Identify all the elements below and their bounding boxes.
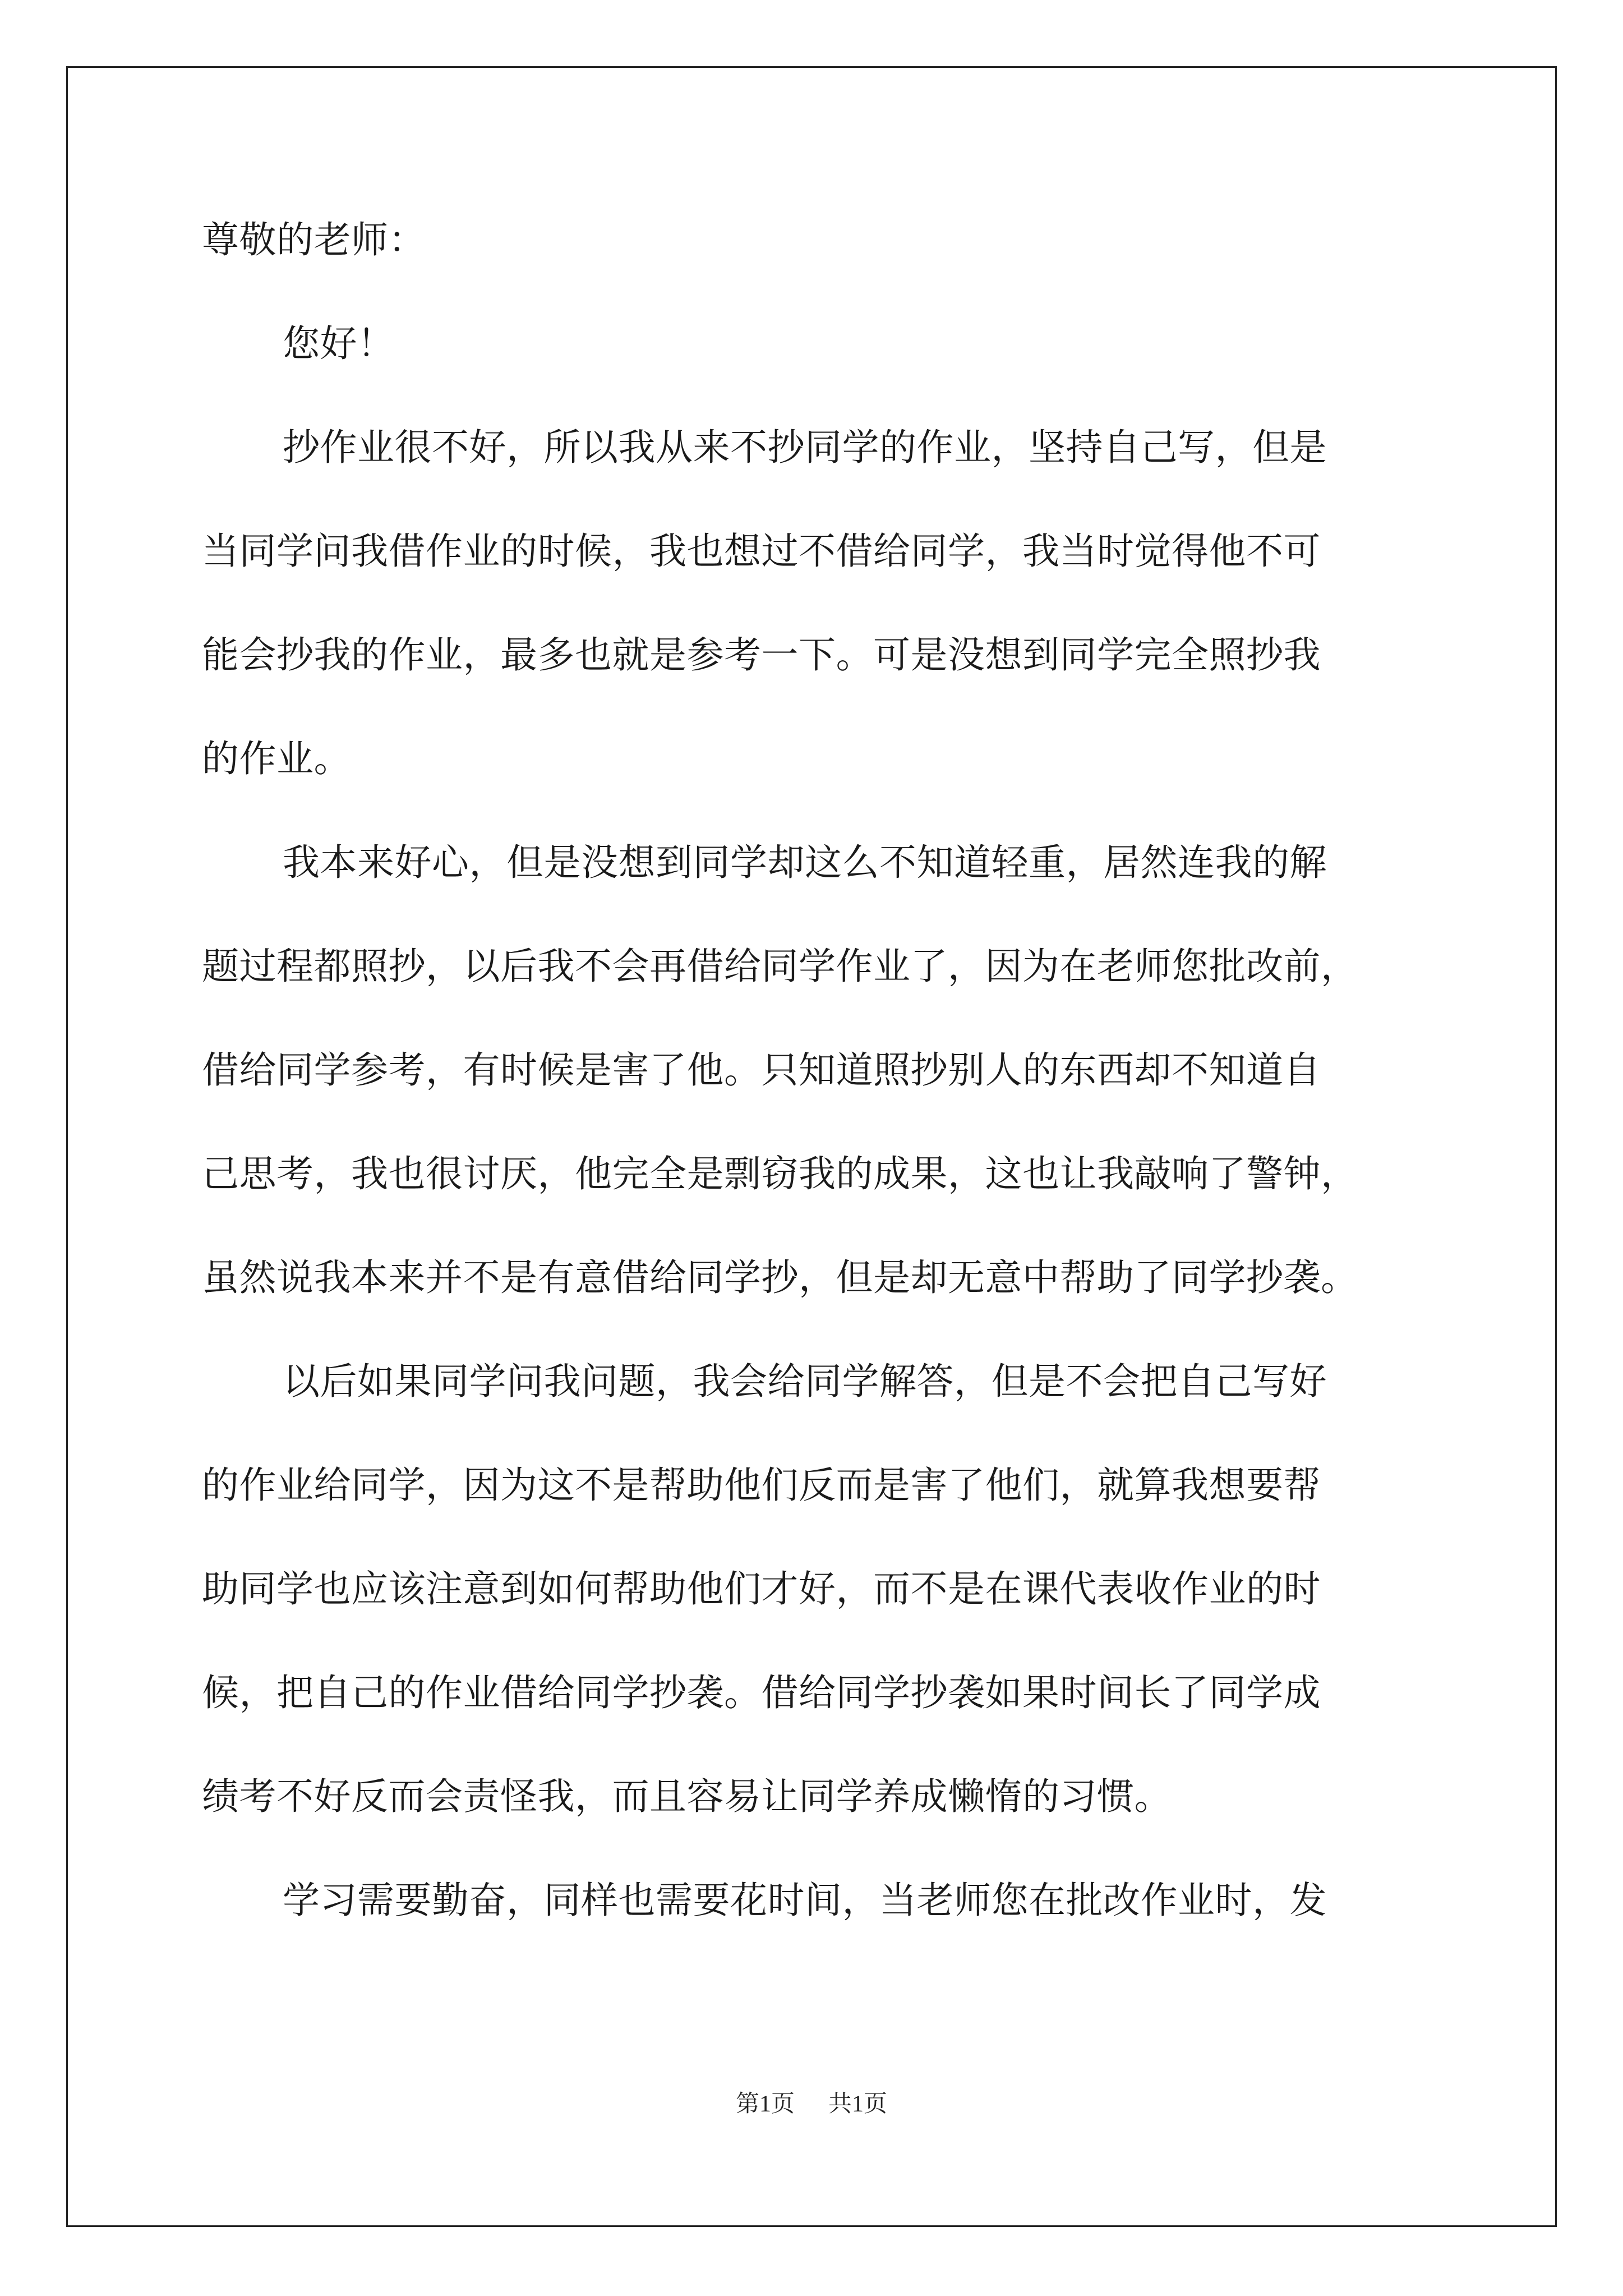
greeting: 您好！ — [283, 322, 395, 365]
paragraph-line: 的作业给同学，因为这不是帮助他们反而是害了他们，就算我想要帮 — [202, 1464, 1321, 1507]
paragraph-line: 虽然说我本来并不是有意借给同学抄，但是却无意中帮助了同学抄袭。 — [202, 1256, 1358, 1299]
paragraph-line: 我本来好心，但是没想到同学却这么不知道轻重，居然连我的解 — [283, 841, 1327, 884]
page-number: 第1页 — [735, 2091, 795, 2117]
paragraph-line: 能会抄我的作业，最多也就是参考一下。可是没想到同学完全照抄我 — [202, 633, 1321, 677]
paragraph-line: 己思考，我也很讨厌，他完全是剽窃我的成果，这也让我敲响了警钟， — [202, 1152, 1358, 1195]
salutation: 尊敬的老师： — [202, 218, 426, 261]
paragraph-line: 当同学问我借作业的时候，我也想过不借给同学，我当时觉得他不可 — [202, 530, 1321, 573]
paragraph-line: 的作业。 — [202, 737, 351, 780]
paragraph-line: 助同学也应该注意到如何帮助他们才好，而不是在课代表收作业的时 — [202, 1567, 1321, 1611]
paragraph-line: 抄作业很不好，所以我从来不抄同学的作业，坚持自己写，但是 — [283, 426, 1327, 469]
page-total: 共1页 — [828, 2091, 888, 2117]
letter-body — [202, 218, 1424, 1982]
paragraph-line: 以后如果同学问我问题，我会给同学解答，但是不会把自己写好 — [283, 1360, 1327, 1403]
paragraph-line: 题过程都照抄，以后我不会再借给同学作业了，因为在老师您批改前， — [202, 945, 1358, 988]
page-footer — [0, 2090, 1623, 2118]
paragraph-line: 学习需要勤奋，同样也需要花时间，当老师您在批改作业时，发 — [283, 1879, 1327, 1922]
paragraph-line: 借给同学参考，有时候是害了他。只知道照抄别人的东西却不知道自 — [202, 1048, 1321, 1092]
paragraph-line: 候，把自己的作业借给同学抄袭。借给同学抄袭如果时间长了同学成 — [202, 1671, 1321, 1714]
paragraph-line: 绩考不好反而会责怪我，而且容易让同学养成懒惰的习惯。 — [202, 1775, 1172, 1818]
